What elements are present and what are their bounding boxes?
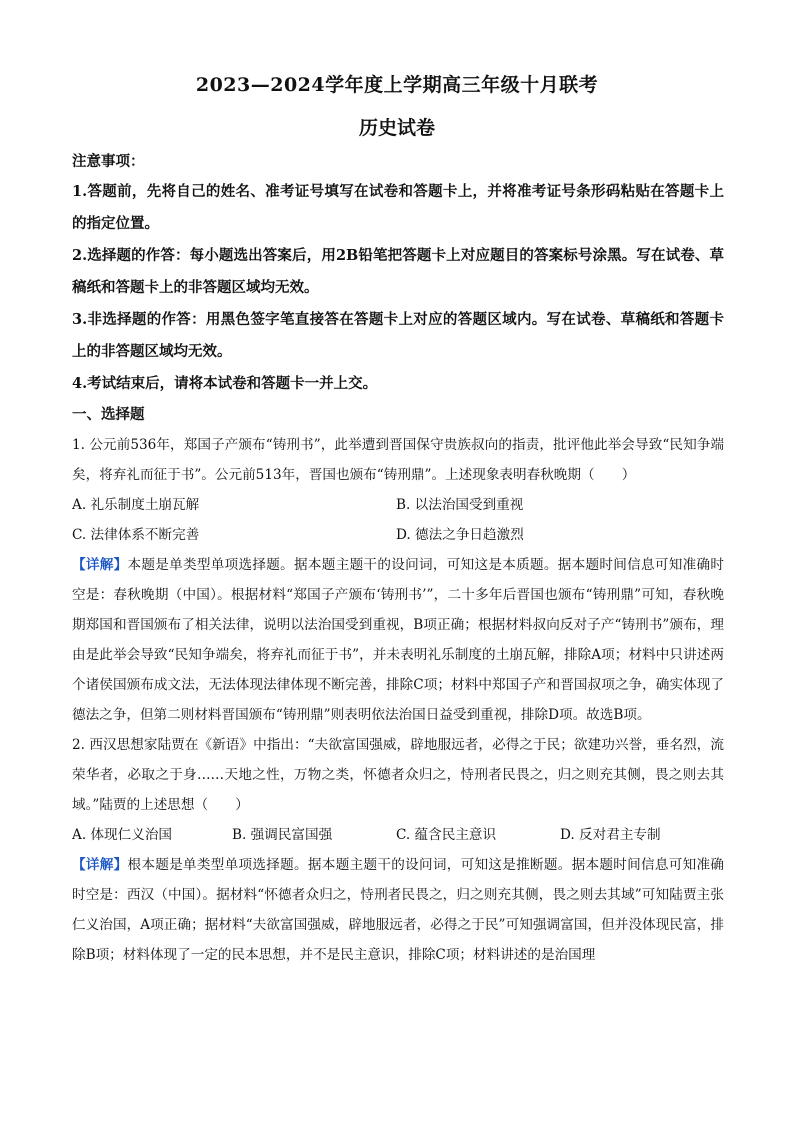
option-c: C. 蕴含民主意识 <box>396 827 497 843</box>
explanation-text: 根本题是单类型单项选择题。据本题主题干的设问词，可知这是推断题。据本题时间信息可知准确时空是：西汉（中国）。据材料“怀德者众归之，恃刑者民畏之，归之则充其侧，畏之则去其域”可知陆贾主张仁义治国，A项正确；据材料“夫欲富国强威，辟地服远者，必得之于民”可知强调富国，但并没体现民富，排除B项；材料体现了一定的民本思想，并不是民主意识，排除C项；材料讲述的是治国理 <box>72 857 724 963</box>
exam-title: 2023—2024学年度上学期高三年级十月联考 <box>195 74 599 96</box>
question-2-stem: 2. 西汉思想家陆贾在《新语》中指出：“夫欲富国强威，辟地服远者，必得之于民；欲建功兴誉，垂名烈，流荣华者，必取之于身……天地之性，万物之类，怀德者众归之，恃刑者民畏之，归之则充其侧，畏之则去其域。”陆贾的上述思想（ ） <box>72 737 724 813</box>
option-a: A. 体现仁义治国 <box>72 827 173 843</box>
section-heading: 一、选择题 <box>72 406 145 423</box>
question-2-explanation <box>72 850 724 970</box>
option-d: D. 德法之争日趋激烈 <box>396 527 524 543</box>
detail-tag: 【详解】 <box>72 857 128 873</box>
option-c: C. 法律体系不断完善 <box>72 527 200 543</box>
question-2-options <box>72 820 724 850</box>
option-b: B. 强调民富国强 <box>232 827 333 843</box>
notice-item-1: 1.答题前，先将自己的姓名、准考证号填写在试卷和答题卡上，并将准考证号条形码粘贴在答题卡上的指定位置。 <box>72 183 724 232</box>
detail-tag: 【详解】 <box>72 557 128 573</box>
explanation-text: 本题是单类型单项选择题。据本题主题干的设问词，可知这是本质题。据本题时间信息可知准确时空是：春秋晚期（中国）。根据材料“郑国子产颁布‘铸刑书’”，二十多年后晋国也颁布“铸刑鼎”可知，春秋晚期郑国和晋国颁布了相关法律，说明以法治国受到重视，B项正确；根据材料叔向反对子产“铸刑书”颁布，理由是此举会导致“民知争端矣，将弃礼而征于书”，并未表明礼乐制度的土崩瓦解，排除A项；材料中只讲述两个诸侯国颁布成文法，无法体现法律体现不断完善，排除C项；材料中郑国子产和晋国叔项之争，确实体现了德法之争，但第二则材料晋国颁布“铸刑鼎”则表明依法治国日益受到重视，排除D项。故选B项。 <box>72 557 724 723</box>
exam-subtitle: 历史试卷 <box>358 117 435 139</box>
option-b: B. 以法治国受到重视 <box>396 497 524 513</box>
notice-item-4: 4.考试结束后，请将本试卷和答题卡一并上交。 <box>72 375 378 392</box>
notice-item-3: 3.非选择题的作答：用黑色签字笔直接答在答题卡上对应的答题区域内。写在试卷、草稿纸和答题卡上的非答题区域均无效。 <box>72 311 724 360</box>
question-1-stem: 1. 公元前536年，郑国子产颁布“铸刑书”，此举遭到晋国保守贵族叔向的指责，批评他此举会导致“民知争端矣，将弃礼而征于书”。公元前513年，晋国也颁布“铸刑鼎”。上述现象表明春秋晚期（ ） <box>72 437 724 483</box>
document-body <box>72 148 724 970</box>
question-1-explanation <box>72 550 724 730</box>
notice-heading: 注意事项： <box>72 153 145 170</box>
option-d: D. 反对君主专制 <box>560 827 661 843</box>
notice-item-2: 2.选择题的作答：每小题选出答案后，用2B铅笔把答题卡上对应题目的答案标号涂黑。写在试卷、草稿纸和答题卡上的非答题区域均无效。 <box>72 247 724 296</box>
option-a: A. 礼乐制度土崩瓦解 <box>72 497 200 513</box>
question-1-options <box>72 490 724 550</box>
